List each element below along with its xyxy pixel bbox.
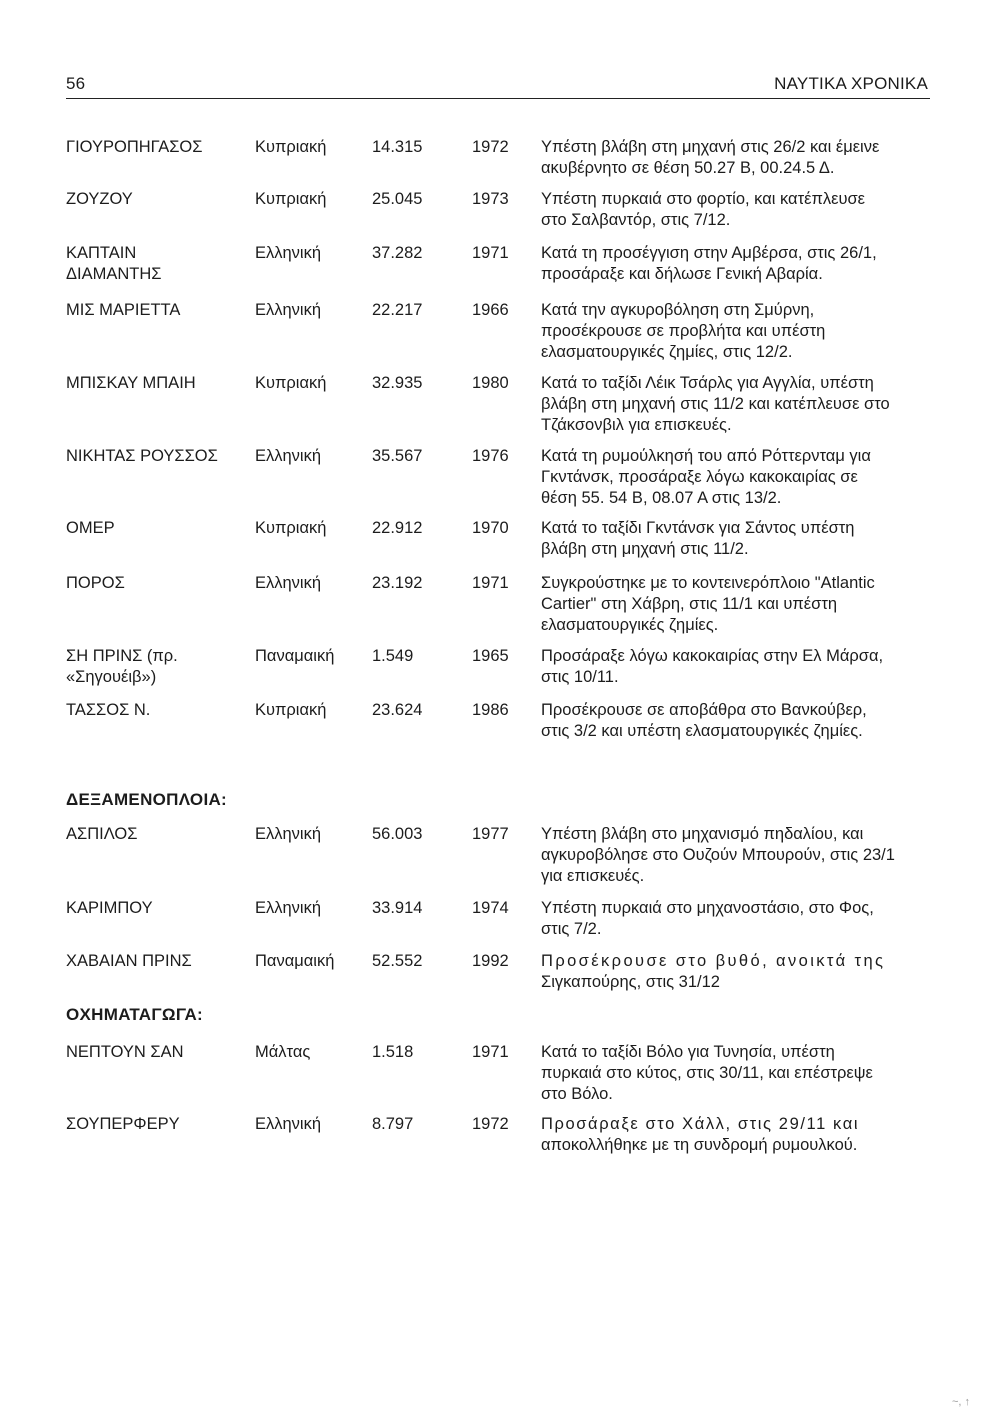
incident-description: Κατά την αγκυροβόληση στη Σμύρνη, προσέκρουσε σε προβλήτα και υπέστη ελασματουργικές ζημίες, στις 12/2. xyxy=(541,301,826,361)
ship-tonnage: 25.045 xyxy=(372,190,423,208)
incident-description: Κατά το ταξίδι Βόλο για Τυνησία, υπέστη πυρκαιά στο κύτος, στις 30/11, και επέστρεψε στο Βόλο. xyxy=(541,1043,873,1103)
page-header xyxy=(66,74,928,94)
ship-tonnage: 23.624 xyxy=(372,701,423,719)
ship-name: ΣΗ ΠΡΙΝΣ (πρ. «Σηγουέιβ») xyxy=(66,647,178,686)
ship-name: ΜΠΙΣΚΑΥ ΜΠΑΙΗ xyxy=(66,374,196,392)
incident-description: Υπέστη πυρκαιά στο μηχανοστάσιο, στο Φος, στις 7/2. xyxy=(541,899,874,938)
ship-year: 1992 xyxy=(472,952,509,970)
section-title-ferries: ΟΧΗΜΑΤΑΓΩΓΑ: xyxy=(66,1005,204,1024)
corner-mark: ~, ↑ xyxy=(952,1396,971,1408)
ship-year: 1986 xyxy=(472,701,509,719)
ship-flag: Ελληνική xyxy=(255,825,322,843)
incident-description: Υπέστη πυρκαιά στο φορτίο, και κατέπλευσε στο Σαλβαντόρ, στις 7/12. xyxy=(541,190,866,229)
incident-description: Συγκρούστηκε με το κοντεινερόπλοιο "Atlantic Cartier" στη Χάβρη, στις 11/1 και υπέστη ελασματουργικές ζημίες. xyxy=(541,574,875,634)
ship-tonnage: 22.217 xyxy=(372,301,423,319)
ship-flag: Ελληνική xyxy=(255,301,322,319)
ship-flag: Ελληνική xyxy=(255,1115,322,1133)
ship-flag: Κυπριακή xyxy=(255,519,327,537)
ship-flag: Κυπριακή xyxy=(255,701,327,719)
ship-flag: Ελληνική xyxy=(255,447,322,465)
ship-name: ΓΙΟΥΡΟΠΗΓΑΣΟΣ xyxy=(66,138,203,156)
ship-tonnage: 35.567 xyxy=(372,447,423,465)
ship-name: ΑΣΠΙΛΟΣ xyxy=(66,825,138,843)
incident-description: Κατά το ταξίδι Λέικ Τσάρλς για Αγγλία, υπέστη βλάβη στη μηχανή στις 11/2 και κατέπλευσε στο Τζάκσονβιλ για επισκευές. xyxy=(541,374,890,434)
ship-year: 1965 xyxy=(472,647,509,665)
header-rule xyxy=(66,98,930,99)
ship-year: 1977 xyxy=(472,825,509,843)
ship-year: 1980 xyxy=(472,374,509,392)
ship-tonnage: 1.518 xyxy=(372,1043,414,1061)
ship-tonnage: 22.912 xyxy=(372,519,423,537)
incident-description: Κατά τη προσέγγιση στην Αμβέρσα, στις 26/1, προσάραξε και δήλωσε Γενική Αβαρία. xyxy=(541,244,877,283)
ship-tonnage: 52.552 xyxy=(372,952,423,970)
ship-flag: Μάλτας xyxy=(255,1043,311,1061)
ship-flag: Ελληνική xyxy=(255,244,322,262)
ship-year: 1970 xyxy=(472,519,509,537)
ship-name: ΟΜΕΡ xyxy=(66,519,115,537)
incident-description: Προσέκρουσε σε αποβάθρα στο Βανκούβερ, στις 3/2 και υπέστη ελασματουργικές ζημίες. xyxy=(541,701,867,740)
ship-flag: Παναμαική xyxy=(255,647,335,665)
ship-flag: Ελληνική xyxy=(255,899,322,917)
page-number: 56 xyxy=(66,74,86,93)
incident-description: Προσάραξε λόγω κακοκαιρίας στην Ελ Μάρσα, στις 10/11. xyxy=(541,647,884,686)
ship-year: 1966 xyxy=(472,301,509,319)
ship-name: ΚΑΡΙΜΠΟΥ xyxy=(66,899,153,917)
ship-flag: Κυπριακή xyxy=(255,138,327,156)
ship-tonnage: 33.914 xyxy=(372,899,423,917)
ship-year: 1976 xyxy=(472,447,509,465)
ship-flag: Κυπριακή xyxy=(255,190,327,208)
ship-year: 1971 xyxy=(472,1043,509,1061)
ship-tonnage: 1.549 xyxy=(372,647,414,665)
ship-year: 1971 xyxy=(472,244,509,262)
ship-name: ΠΟΡΟΣ xyxy=(66,574,125,592)
ship-flag: Παναμαική xyxy=(255,952,335,970)
ship-year: 1972 xyxy=(472,1115,509,1133)
ship-year: 1971 xyxy=(472,574,509,592)
incident-description: Προσέκρουσε στο βυθό, ανοικτά της Σιγκαπούρης, στις 31/12 xyxy=(541,952,886,991)
section-title-tankers: ΔΕΞΑΜΕΝΟΠΛΟΙΑ: xyxy=(66,790,228,809)
ship-name: ΚΑΠΤΑΙΝ ΔΙΑΜΑΝΤΗΣ xyxy=(66,244,162,283)
ship-tonnage: 56.003 xyxy=(372,825,423,843)
ship-tonnage: 14.315 xyxy=(372,138,423,156)
incident-description: Κατά το ταξίδι Γκντάνσκ για Σάντος υπέστη βλάβη στη μηχανή στις 11/2. xyxy=(541,519,855,558)
ship-flag: Κυπριακή xyxy=(255,374,327,392)
ship-flag: Ελληνική xyxy=(255,574,322,592)
ship-name: ΧΑΒΑΙΑΝ ΠΡΙΝΣ xyxy=(66,952,192,970)
ship-tonnage: 8.797 xyxy=(372,1115,414,1133)
ship-year: 1974 xyxy=(472,899,509,917)
ship-name: ΜΙΣ ΜΑΡΙΕΤΤΑ xyxy=(66,301,181,319)
ship-name: ΣΟΥΠΕΡΦΕΡΥ xyxy=(66,1115,180,1133)
incident-description: Υπέστη βλάβη στη μηχανή στις 26/2 και έμεινε ακυβέρνητο σε θέση 50.27 Β, 00.24.5 Δ. xyxy=(541,138,880,177)
journal-title: ΝΑΥΤΙΚΑ ΧΡΟΝΙΚΑ xyxy=(774,74,928,93)
ship-tonnage: 37.282 xyxy=(372,244,423,262)
ship-name: ΤΑΣΣΟΣ Ν. xyxy=(66,701,151,719)
ship-name: ΝΙΚΗΤΑΣ ΡΟΥΣΣΟΣ xyxy=(66,447,218,465)
ship-year: 1973 xyxy=(472,190,509,208)
ship-year: 1972 xyxy=(472,138,509,156)
ship-name: ΝΕΠΤΟΥΝ ΣΑΝ xyxy=(66,1043,184,1061)
incident-description: Υπέστη βλάβη στο μηχανισμό πηδαλίου, και αγκυροβόλησε στο Ουζούν Μπουρούν, στις 23/1 για επισκευές. xyxy=(541,825,895,885)
incident-description: Κατά τη ρυμούλκησή του από Ρόττερνταμ για Γκντάνσκ, προσάραξε λόγω κακοκαιρίας σε θέση 55. 54 Β, 08.07 Α στις 13/2. xyxy=(541,447,871,507)
ship-tonnage: 32.935 xyxy=(372,374,423,392)
incident-description: Προσάραξε στο Χάλλ, στις 29/11 και αποκολλήθηκε με τη συνδρομή ρυμουλκού. xyxy=(541,1115,860,1154)
ship-name: ΖΟΥΖΟΥ xyxy=(66,190,133,208)
ship-tonnage: 23.192 xyxy=(372,574,423,592)
